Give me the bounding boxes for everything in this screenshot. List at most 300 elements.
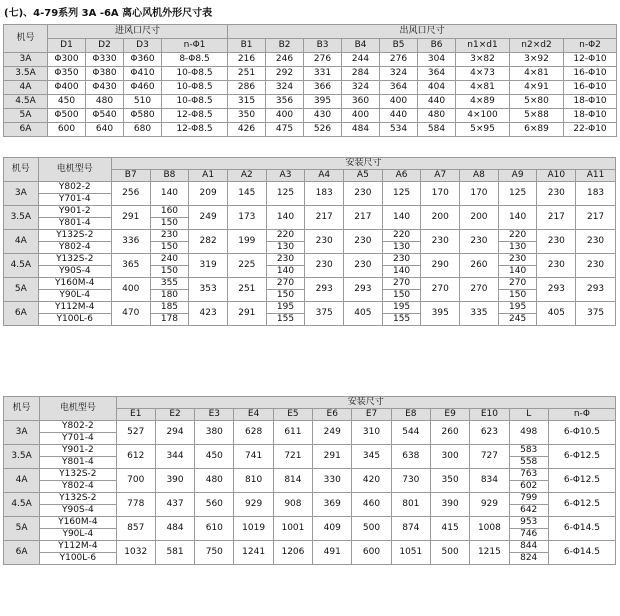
table-row xyxy=(4,493,616,505)
value-cell: 6-Φ14.5 xyxy=(548,541,615,565)
value-cell: 183 xyxy=(576,182,616,206)
value-cell: 230 xyxy=(537,254,576,278)
column-header: E9 xyxy=(430,409,469,421)
value-cell: 150 xyxy=(150,266,189,278)
value-cell: 125 xyxy=(266,182,305,206)
value-cell: 209 xyxy=(189,182,228,206)
value-cell: 4×91 xyxy=(510,81,564,95)
value-cell: 18-Φ10 xyxy=(564,95,617,109)
motor-cell: Y701-4 xyxy=(38,194,111,206)
value-cell: 291 xyxy=(227,302,266,326)
column-header: E1 xyxy=(116,409,155,421)
value-cell: 16-Φ10 xyxy=(564,81,617,95)
value-cell: 500 xyxy=(352,517,391,541)
value-cell: 251 xyxy=(227,278,266,302)
value-cell: Φ400 xyxy=(48,81,86,95)
column-header: A8 xyxy=(460,170,499,182)
table-row xyxy=(4,469,616,481)
value-cell: 336 xyxy=(111,230,150,254)
value-cell: 810 xyxy=(234,469,273,493)
value-cell: 173 xyxy=(227,206,266,230)
value-cell: 324 xyxy=(342,81,380,95)
motor-cell: Y802-4 xyxy=(40,481,116,493)
value-cell: 230 xyxy=(537,182,576,206)
value-cell: 741 xyxy=(234,445,273,469)
value-cell: 602 xyxy=(509,481,548,493)
value-cell: 345 xyxy=(352,445,391,469)
install-dimension-table-a xyxy=(3,157,616,326)
install-dimension-table-b xyxy=(3,396,616,565)
value-cell: 8-Φ8.5 xyxy=(162,53,228,67)
motor-cell: Y801-4 xyxy=(38,218,111,230)
motor-cell: Y112M-4 xyxy=(40,541,116,553)
value-cell: 310 xyxy=(352,421,391,445)
model-cell: 4.5A xyxy=(4,493,40,517)
value-cell: 534 xyxy=(380,123,418,137)
value-cell: 423 xyxy=(189,302,228,326)
value-cell: 375 xyxy=(305,302,344,326)
value-cell: 799 xyxy=(509,493,548,505)
value-cell: 217 xyxy=(576,206,616,230)
value-cell: 470 xyxy=(111,302,150,326)
value-cell: 230 xyxy=(150,230,189,242)
value-cell: 400 xyxy=(342,109,380,123)
motor-cell: Y90L-4 xyxy=(40,529,116,541)
value-cell: 1241 xyxy=(234,541,273,565)
value-cell: 746 xyxy=(509,529,548,541)
value-cell: 3×82 xyxy=(456,53,510,67)
value-cell: 178 xyxy=(150,314,189,326)
value-cell: 230 xyxy=(344,182,383,206)
model-cell: 6A xyxy=(4,541,40,565)
column-header: B3 xyxy=(304,39,342,53)
value-cell: 140 xyxy=(498,266,537,278)
value-cell: 140 xyxy=(382,266,421,278)
value-cell: 324 xyxy=(266,81,304,95)
value-cell: 356 xyxy=(266,95,304,109)
header-inlet: 进风口尺寸 xyxy=(48,25,228,39)
value-cell: 801 xyxy=(391,493,430,517)
value-cell: 450 xyxy=(195,445,234,469)
motor-cell: Y132S-2 xyxy=(38,230,111,242)
value-cell: 6×89 xyxy=(510,123,564,137)
motor-cell: Y801-4 xyxy=(40,457,116,469)
value-cell: 335 xyxy=(460,302,499,326)
value-cell: 150 xyxy=(498,290,537,302)
value-cell: 526 xyxy=(304,123,342,137)
value-cell: 4×89 xyxy=(456,95,510,109)
column-header: E8 xyxy=(391,409,430,421)
value-cell: 145 xyxy=(227,182,266,206)
value-cell: 246 xyxy=(266,53,304,67)
motor-cell: Y160M-4 xyxy=(38,278,111,290)
value-cell: 600 xyxy=(352,541,391,565)
value-cell: 140 xyxy=(266,266,305,278)
motor-cell: Y132S-2 xyxy=(38,254,111,266)
value-cell: 375 xyxy=(576,302,616,326)
value-cell: 834 xyxy=(470,469,509,493)
table-row xyxy=(4,278,616,290)
header-install: 安装尺寸 xyxy=(111,158,615,170)
value-cell: 170 xyxy=(460,182,499,206)
value-cell: 130 xyxy=(266,242,305,254)
value-cell: 480 xyxy=(418,109,456,123)
model-cell: 6A xyxy=(4,123,48,137)
column-header: D2 xyxy=(86,39,124,53)
value-cell: 22-Φ10 xyxy=(564,123,617,137)
value-cell: 290 xyxy=(421,254,460,278)
value-cell: 220 xyxy=(498,230,537,242)
value-cell: 527 xyxy=(116,421,155,445)
value-cell: 18-Φ10 xyxy=(564,109,617,123)
value-cell: 230 xyxy=(305,254,344,278)
value-cell: 294 xyxy=(155,421,194,445)
motor-cell: Y901-2 xyxy=(38,206,111,218)
value-cell: 183 xyxy=(305,182,344,206)
column-header: L xyxy=(509,409,548,421)
value-cell: 581 xyxy=(155,541,194,565)
value-cell: 344 xyxy=(155,445,194,469)
motor-cell: Y90L-4 xyxy=(38,290,111,302)
value-cell: 400 xyxy=(266,109,304,123)
value-cell: 814 xyxy=(273,469,312,493)
value-cell: 185 xyxy=(150,302,189,314)
value-cell: 1051 xyxy=(391,541,430,565)
value-cell: 270 xyxy=(498,278,537,290)
motor-cell: Y132S-2 xyxy=(40,493,116,505)
value-cell: 217 xyxy=(344,206,383,230)
value-cell: 640 xyxy=(86,123,124,137)
model-cell: 4A xyxy=(4,81,48,95)
value-cell: 140 xyxy=(150,182,189,206)
column-header: B6 xyxy=(418,39,456,53)
value-cell: 612 xyxy=(116,445,155,469)
column-header: A10 xyxy=(537,170,576,182)
value-cell: 3×92 xyxy=(510,53,564,67)
value-cell: 140 xyxy=(498,206,537,230)
value-cell: 409 xyxy=(313,517,352,541)
value-cell: 10-Φ8.5 xyxy=(162,95,228,109)
value-cell: 440 xyxy=(418,95,456,109)
value-cell: 395 xyxy=(304,95,342,109)
motor-cell: Y901-2 xyxy=(40,445,116,457)
value-cell: 249 xyxy=(189,206,228,230)
table-row xyxy=(4,81,617,95)
value-cell: 628 xyxy=(234,421,273,445)
value-cell: 584 xyxy=(418,123,456,137)
value-cell: Φ580 xyxy=(124,109,162,123)
value-cell: 874 xyxy=(391,517,430,541)
value-cell: 293 xyxy=(344,278,383,302)
value-cell: 270 xyxy=(460,278,499,302)
column-header: A4 xyxy=(305,170,344,182)
value-cell: 230 xyxy=(421,230,460,254)
table-row xyxy=(4,517,616,529)
value-cell: 150 xyxy=(382,290,421,302)
table-row xyxy=(4,123,617,137)
value-cell: 5×88 xyxy=(510,109,564,123)
motor-cell: Y90S-4 xyxy=(38,266,111,278)
header-model: 机号 xyxy=(4,158,39,182)
header-model: 机号 xyxy=(4,25,48,53)
column-header: n-Φ2 xyxy=(564,39,617,53)
value-cell: 437 xyxy=(155,493,194,517)
motor-cell: Y160M-4 xyxy=(40,517,116,529)
model-cell: 4.5A xyxy=(4,95,48,109)
header-motor: 电机型号 xyxy=(38,158,111,182)
value-cell: 230 xyxy=(344,254,383,278)
value-cell: 405 xyxy=(537,302,576,326)
model-cell: 3A xyxy=(4,53,48,67)
value-cell: 12-Φ8.5 xyxy=(162,109,228,123)
column-header: A2 xyxy=(227,170,266,182)
value-cell: 415 xyxy=(430,517,469,541)
value-cell: 1206 xyxy=(273,541,312,565)
value-cell: 284 xyxy=(342,67,380,81)
value-cell: 560 xyxy=(195,493,234,517)
value-cell: 5×80 xyxy=(510,95,564,109)
value-cell: Φ410 xyxy=(124,67,162,81)
value-cell: 6-Φ12.5 xyxy=(548,469,615,493)
value-cell: 857 xyxy=(116,517,155,541)
value-cell: 727 xyxy=(470,445,509,469)
value-cell: 230 xyxy=(498,254,537,266)
value-cell: 364 xyxy=(418,67,456,81)
model-cell: 5A xyxy=(4,517,40,541)
value-cell: 430 xyxy=(304,109,342,123)
model-cell: 3.5A xyxy=(4,206,39,230)
value-cell: 475 xyxy=(266,123,304,137)
value-cell: Φ460 xyxy=(124,81,162,95)
value-cell: 230 xyxy=(382,254,421,266)
value-cell: 216 xyxy=(228,53,266,67)
table-row xyxy=(4,53,617,67)
value-cell: 420 xyxy=(352,469,391,493)
column-header: D3 xyxy=(124,39,162,53)
value-cell: 324 xyxy=(380,67,418,81)
value-cell: 4×73 xyxy=(456,67,510,81)
column-header: E3 xyxy=(195,409,234,421)
value-cell: 140 xyxy=(266,206,305,230)
value-cell: 390 xyxy=(155,469,194,493)
value-cell: 558 xyxy=(509,457,548,469)
table-row xyxy=(4,254,616,266)
table-row xyxy=(4,206,616,218)
model-cell: 3.5A xyxy=(4,67,48,81)
value-cell: 293 xyxy=(537,278,576,302)
value-cell: 610 xyxy=(195,517,234,541)
document-title: (七)、4-79系列 3A -6A 离心风机外形尺寸表 xyxy=(4,8,213,19)
value-cell: 160 xyxy=(150,206,189,218)
value-cell: 350 xyxy=(228,109,266,123)
column-header: B8 xyxy=(150,170,189,182)
value-cell: 251 xyxy=(228,67,266,81)
value-cell: 292 xyxy=(266,67,304,81)
value-cell: 460 xyxy=(352,493,391,517)
motor-cell: Y802-2 xyxy=(40,421,116,433)
motor-cell: Y132S-2 xyxy=(40,469,116,481)
value-cell: 230 xyxy=(537,230,576,254)
column-header: E7 xyxy=(352,409,391,421)
value-cell: 270 xyxy=(421,278,460,302)
value-cell: Φ360 xyxy=(124,53,162,67)
value-cell: 125 xyxy=(498,182,537,206)
value-cell: 270 xyxy=(382,278,421,290)
column-header: A5 xyxy=(344,170,383,182)
value-cell: 270 xyxy=(266,278,305,290)
header-outlet: 出风口尺寸 xyxy=(228,25,617,39)
value-cell: 170 xyxy=(421,182,460,206)
table-row xyxy=(4,230,616,242)
value-cell: 10-Φ8.5 xyxy=(162,81,228,95)
value-cell: 150 xyxy=(150,242,189,254)
column-header: E6 xyxy=(313,409,352,421)
column-header: n-Φ1 xyxy=(162,39,228,53)
value-cell: 400 xyxy=(111,278,150,302)
value-cell: 763 xyxy=(509,469,548,481)
column-header: B2 xyxy=(266,39,304,53)
value-cell: 426 xyxy=(228,123,266,137)
value-cell: 230 xyxy=(344,230,383,254)
column-header: B4 xyxy=(342,39,380,53)
value-cell: 230 xyxy=(460,230,499,254)
value-cell: 244 xyxy=(342,53,380,67)
value-cell: 217 xyxy=(305,206,344,230)
value-cell: Φ540 xyxy=(86,109,124,123)
value-cell: 230 xyxy=(576,230,616,254)
value-cell: 260 xyxy=(430,421,469,445)
value-cell: 5×95 xyxy=(456,123,510,137)
value-cell: 404 xyxy=(418,81,456,95)
value-cell: 291 xyxy=(313,445,352,469)
value-cell: 140 xyxy=(382,206,421,230)
value-cell: 125 xyxy=(382,182,421,206)
table-row xyxy=(4,541,616,553)
column-header: n2×d2 xyxy=(510,39,564,53)
value-cell: 276 xyxy=(380,53,418,67)
value-cell: 130 xyxy=(382,242,421,254)
column-header: E4 xyxy=(234,409,273,421)
value-cell: 319 xyxy=(189,254,228,278)
value-cell: 155 xyxy=(382,314,421,326)
column-header: E2 xyxy=(155,409,194,421)
table-row xyxy=(4,182,616,194)
motor-cell: Y802-2 xyxy=(38,182,111,194)
value-cell: 600 xyxy=(48,123,86,137)
column-header: A1 xyxy=(189,170,228,182)
value-cell: 6-Φ10.5 xyxy=(548,421,615,445)
column-header: A11 xyxy=(576,170,616,182)
motor-cell: Y802-4 xyxy=(38,242,111,254)
model-cell: 3.5A xyxy=(4,445,40,469)
value-cell: Φ330 xyxy=(86,53,124,67)
value-cell: Φ350 xyxy=(48,67,86,81)
value-cell: 240 xyxy=(150,254,189,266)
value-cell: 293 xyxy=(305,278,344,302)
value-cell: 6-Φ12.5 xyxy=(548,445,615,469)
value-cell: 12-Φ8.5 xyxy=(162,123,228,137)
value-cell: 480 xyxy=(195,469,234,493)
value-cell: 353 xyxy=(189,278,228,302)
column-header: B5 xyxy=(380,39,418,53)
value-cell: 331 xyxy=(304,67,342,81)
inlet-outlet-dimension-table xyxy=(3,24,617,137)
value-cell: 366 xyxy=(304,81,342,95)
value-cell: 544 xyxy=(391,421,430,445)
value-cell: 355 xyxy=(150,278,189,290)
value-cell: 642 xyxy=(509,505,548,517)
value-cell: 4×81 xyxy=(510,67,564,81)
value-cell: 150 xyxy=(266,290,305,302)
value-cell: 10-Φ8.5 xyxy=(162,67,228,81)
column-header: B1 xyxy=(228,39,266,53)
column-header: A9 xyxy=(498,170,537,182)
value-cell: 195 xyxy=(266,302,305,314)
value-cell: 395 xyxy=(421,302,460,326)
value-cell: 700 xyxy=(116,469,155,493)
value-cell: 220 xyxy=(382,230,421,242)
value-cell: 583 xyxy=(509,445,548,457)
motor-cell: Y100L-6 xyxy=(38,314,111,326)
value-cell: 400 xyxy=(380,95,418,109)
value-cell: 498 xyxy=(509,421,548,445)
value-cell: 217 xyxy=(537,206,576,230)
value-cell: 6-Φ14.5 xyxy=(548,517,615,541)
value-cell: 500 xyxy=(430,541,469,565)
value-cell: Φ500 xyxy=(48,109,86,123)
value-cell: 286 xyxy=(228,81,266,95)
value-cell: 638 xyxy=(391,445,430,469)
column-header: A6 xyxy=(382,170,421,182)
value-cell: 6-Φ12.5 xyxy=(548,493,615,517)
value-cell: 195 xyxy=(498,302,537,314)
value-cell: 405 xyxy=(344,302,383,326)
value-cell: 824 xyxy=(509,553,548,565)
value-cell: 130 xyxy=(498,242,537,254)
value-cell: 350 xyxy=(430,469,469,493)
value-cell: 293 xyxy=(576,278,616,302)
value-cell: 1215 xyxy=(470,541,509,565)
value-cell: 1019 xyxy=(234,517,273,541)
column-header: E10 xyxy=(470,409,509,421)
value-cell: Φ380 xyxy=(86,67,124,81)
value-cell: 360 xyxy=(342,95,380,109)
value-cell: 230 xyxy=(576,254,616,278)
motor-cell: Y90S-4 xyxy=(40,505,116,517)
model-cell: 5A xyxy=(4,278,39,302)
table-row xyxy=(4,302,616,314)
model-cell: 5A xyxy=(4,109,48,123)
value-cell: 260 xyxy=(460,254,499,278)
table-row xyxy=(4,109,617,123)
value-cell: 510 xyxy=(124,95,162,109)
value-cell: 220 xyxy=(266,230,305,242)
value-cell: 721 xyxy=(273,445,312,469)
model-cell: 4.5A xyxy=(4,254,39,278)
value-cell: 330 xyxy=(313,469,352,493)
value-cell: 390 xyxy=(430,493,469,517)
value-cell: 276 xyxy=(304,53,342,67)
model-cell: 3A xyxy=(4,421,40,445)
value-cell: 4×100 xyxy=(456,109,510,123)
model-cell: 4A xyxy=(4,469,40,493)
value-cell: 256 xyxy=(111,182,150,206)
value-cell: 12-Φ10 xyxy=(564,53,617,67)
value-cell: 291 xyxy=(111,206,150,230)
column-header: A3 xyxy=(266,170,305,182)
model-cell: 3A xyxy=(4,182,39,206)
table-row xyxy=(4,421,616,433)
